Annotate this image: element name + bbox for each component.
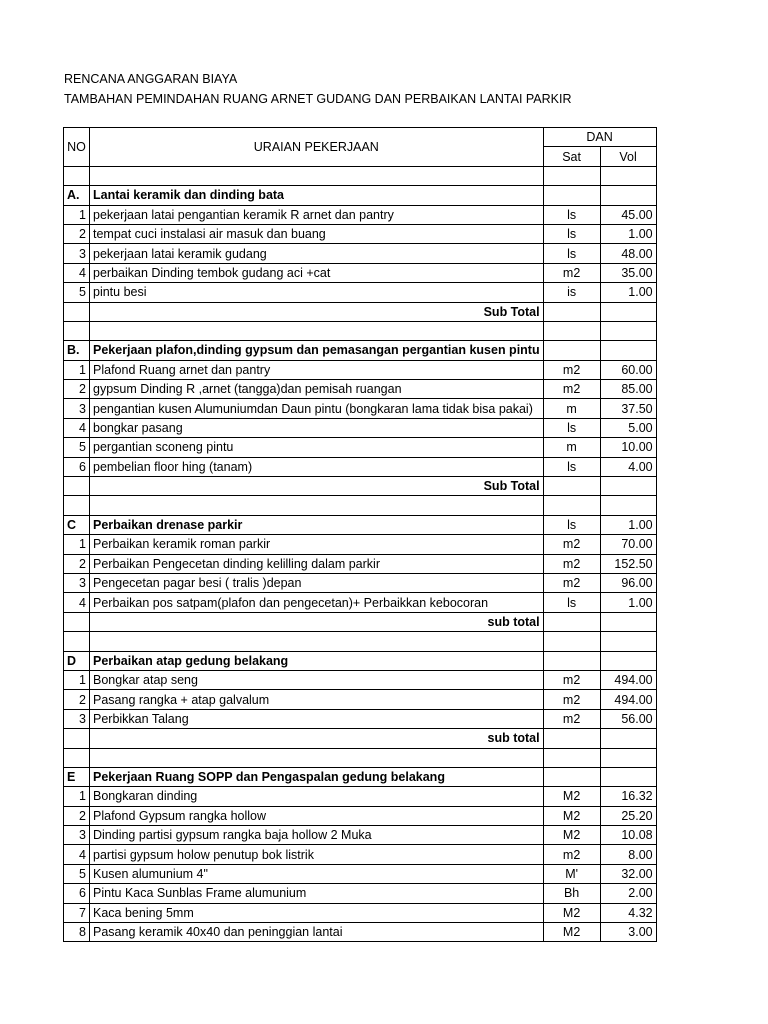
section-sat	[543, 651, 600, 670]
vol-cell	[600, 748, 656, 767]
item-no: 5	[64, 864, 90, 883]
header-uraian: URAIAN PEKERJAAN	[90, 128, 544, 167]
item-no: 7	[64, 903, 90, 922]
sat-cell	[543, 166, 600, 185]
item-volume: 45.00	[600, 205, 656, 224]
vol-cell	[600, 321, 656, 340]
item-unit: M2	[543, 903, 600, 922]
subtotal-sat	[543, 477, 600, 496]
vol-cell	[600, 166, 656, 185]
table-row	[64, 244, 657, 263]
item-description: Plafond Ruang arnet dan pantry	[90, 360, 544, 379]
item-no: 3	[64, 244, 90, 263]
item-unit: ls	[543, 244, 600, 263]
section-title: Pekerjaan plafon,dinding gypsum dan pemasangan pergantian kusen pintu	[90, 341, 544, 360]
item-unit: ls	[543, 457, 600, 476]
item-description: Plafond Gypsum rangka hollow	[90, 806, 544, 825]
table-row	[64, 884, 657, 903]
item-unit: ls	[543, 418, 600, 437]
table-row	[64, 826, 657, 845]
item-description: Pasang rangka + atap galvalum	[90, 690, 544, 709]
table-row	[64, 380, 657, 399]
item-no: 1	[64, 670, 90, 689]
section-vol	[600, 767, 656, 786]
section-vol	[600, 651, 656, 670]
item-description: gypsum Dinding R ,arnet (tangga)dan pemisah ruangan	[90, 380, 544, 399]
desc-cell	[90, 321, 544, 340]
subtotal-vol	[600, 612, 656, 631]
item-volume: 8.00	[600, 845, 656, 864]
desc-cell	[90, 496, 544, 515]
item-unit: ls	[543, 593, 600, 612]
no-cell	[64, 632, 90, 651]
sat-cell	[543, 321, 600, 340]
item-no: 4	[64, 593, 90, 612]
section-code: E	[64, 767, 90, 786]
item-unit: m2	[543, 535, 600, 554]
item-no: 8	[64, 923, 90, 942]
item-no: 1	[64, 360, 90, 379]
item-unit: is	[543, 283, 600, 302]
item-unit: m2	[543, 380, 600, 399]
item-unit: m	[543, 399, 600, 418]
spacer-row	[64, 496, 657, 515]
item-unit: M2	[543, 806, 600, 825]
table-row	[64, 690, 657, 709]
vol-cell	[600, 496, 656, 515]
table-row	[64, 438, 657, 457]
subtotal-sat	[543, 612, 600, 631]
item-volume: 25.20	[600, 806, 656, 825]
item-volume: 60.00	[600, 360, 656, 379]
desc-cell	[90, 166, 544, 185]
no-cell	[64, 321, 90, 340]
section-code: B.	[64, 341, 90, 360]
subtotal-label: Sub Total	[90, 477, 544, 496]
item-description: Pasang keramik 40x40 dan peninggian lantai	[90, 923, 544, 942]
item-description: Perbikkan Talang	[90, 709, 544, 728]
table-row	[64, 399, 657, 418]
header-sat: Sat	[543, 147, 600, 166]
subtotal-vol	[600, 729, 656, 748]
item-volume: 5.00	[600, 418, 656, 437]
item-volume: 56.00	[600, 709, 656, 728]
section-header-row	[64, 767, 657, 786]
table-row	[64, 923, 657, 942]
vol-cell	[600, 632, 656, 651]
table-row	[64, 283, 657, 302]
header-dan: DAN	[543, 128, 656, 147]
item-volume: 35.00	[600, 263, 656, 282]
item-no: 6	[64, 457, 90, 476]
item-volume: 2.00	[600, 884, 656, 903]
item-description: Pengecetan pagar besi ( tralis )depan	[90, 573, 544, 592]
item-description: Perbaikan pos satpam(plafon dan pengecetan)+ Perbaikkan kebocoran	[90, 593, 544, 612]
item-no: 1	[64, 205, 90, 224]
item-volume: 70.00	[600, 535, 656, 554]
section-sat	[543, 186, 600, 205]
item-volume: 96.00	[600, 573, 656, 592]
section-header-row	[64, 515, 657, 534]
item-description: Perbaikan keramik roman parkir	[90, 535, 544, 554]
sat-cell	[543, 496, 600, 515]
item-no: 6	[64, 884, 90, 903]
section-header-row	[64, 186, 657, 205]
item-volume: 16.32	[600, 787, 656, 806]
item-volume: 48.00	[600, 244, 656, 263]
table-row	[64, 845, 657, 864]
table-row	[64, 573, 657, 592]
sat-cell	[543, 632, 600, 651]
item-volume: 4.00	[600, 457, 656, 476]
item-description: pekerjaan latai keramik gudang	[90, 244, 544, 263]
table-row	[64, 360, 657, 379]
item-unit: m	[543, 438, 600, 457]
section-sat	[543, 767, 600, 786]
subtotal-row	[64, 612, 657, 631]
item-description: pintu besi	[90, 283, 544, 302]
item-no: 1	[64, 787, 90, 806]
subtotal-sat	[543, 729, 600, 748]
item-unit: M2	[543, 826, 600, 845]
item-volume: 494.00	[600, 690, 656, 709]
item-volume: 32.00	[600, 864, 656, 883]
table-row	[64, 787, 657, 806]
item-volume: 3.00	[600, 923, 656, 942]
item-volume: 37.50	[600, 399, 656, 418]
item-description: Kaca bening 5mm	[90, 903, 544, 922]
item-description: Perbaikan Pengecetan dinding kelilling dalam parkir	[90, 554, 544, 573]
item-no: 5	[64, 438, 90, 457]
item-no: 1	[64, 535, 90, 554]
subtotal-no	[64, 477, 90, 496]
item-description: partisi gypsum holow penutup bok listrik	[90, 845, 544, 864]
document-subtitle: TAMBAHAN PEMINDAHAN RUANG ARNET GUDANG DAN PERBAIKAN LANTAI PARKIR	[64, 92, 572, 106]
item-description: Dinding partisi gypsum rangka baja hollow 2 Muka	[90, 826, 544, 845]
item-no: 4	[64, 418, 90, 437]
item-volume: 10.08	[600, 826, 656, 845]
table-row	[64, 554, 657, 573]
item-volume: 1.00	[600, 283, 656, 302]
item-volume: 152.50	[600, 554, 656, 573]
item-unit: m2	[543, 690, 600, 709]
item-unit: M2	[543, 787, 600, 806]
item-no: 3	[64, 826, 90, 845]
section-header-row	[64, 651, 657, 670]
section-title: Pekerjaan Ruang SOPP dan Pengaspalan gedung belakang	[90, 767, 544, 786]
no-cell	[64, 166, 90, 185]
desc-cell	[90, 748, 544, 767]
table-row	[64, 903, 657, 922]
section-sat	[543, 341, 600, 360]
section-vol	[600, 341, 656, 360]
item-no: 2	[64, 224, 90, 243]
item-no: 3	[64, 573, 90, 592]
table-row	[64, 457, 657, 476]
item-unit: M2	[543, 923, 600, 942]
item-description: pekerjaan latai pengantian keramik R arnet dan pantry	[90, 205, 544, 224]
item-description: pergantian sconeng pintu	[90, 438, 544, 457]
subtotal-row	[64, 477, 657, 496]
item-no: 5	[64, 283, 90, 302]
item-description: Bongkar atap seng	[90, 670, 544, 689]
item-unit: M'	[543, 864, 600, 883]
section-code: C	[64, 515, 90, 534]
item-no: 4	[64, 263, 90, 282]
item-description: Kusen alumunium 4"	[90, 864, 544, 883]
section-code: A.	[64, 186, 90, 205]
item-description: Pintu Kaca Sunblas Frame alumunium	[90, 884, 544, 903]
item-description: pengantian kusen Alumuniumdan Daun pintu (bongkaran lama tidak bisa pakai)	[90, 399, 544, 418]
table-row	[64, 224, 657, 243]
table-row	[64, 806, 657, 825]
item-no: 2	[64, 806, 90, 825]
sat-cell	[543, 748, 600, 767]
spacer-row	[64, 321, 657, 340]
subtotal-vol	[600, 477, 656, 496]
item-unit: m2	[543, 360, 600, 379]
item-description: pembelian floor hing (tanam)	[90, 457, 544, 476]
spacer-row	[64, 166, 657, 185]
section-header-row	[64, 341, 657, 360]
item-unit: ls	[543, 224, 600, 243]
item-unit: m2	[543, 670, 600, 689]
document-title: RENCANA ANGGARAN BIAYA	[64, 72, 238, 86]
spacer-row	[64, 748, 657, 767]
spacer-row	[64, 632, 657, 651]
item-volume: 10.00	[600, 438, 656, 457]
item-unit: ls	[543, 205, 600, 224]
item-no: 2	[64, 554, 90, 573]
item-no: 3	[64, 399, 90, 418]
item-unit: m2	[543, 263, 600, 282]
item-unit: m2	[543, 573, 600, 592]
item-unit: m2	[543, 554, 600, 573]
table-row	[64, 864, 657, 883]
table-row	[64, 670, 657, 689]
item-description: Bongkaran dinding	[90, 787, 544, 806]
table-row	[64, 593, 657, 612]
table-row	[64, 709, 657, 728]
section-sat: ls	[543, 515, 600, 534]
table-row	[64, 418, 657, 437]
item-no: 3	[64, 709, 90, 728]
subtotal-vol	[600, 302, 656, 321]
subtotal-row	[64, 729, 657, 748]
item-volume: 494.00	[600, 670, 656, 689]
item-unit: m2	[543, 709, 600, 728]
item-description: perbaikan Dinding tembok gudang aci +cat	[90, 263, 544, 282]
section-vol: 1.00	[600, 515, 656, 534]
subtotal-no	[64, 302, 90, 321]
table-row	[64, 263, 657, 282]
subtotal-no	[64, 612, 90, 631]
item-description: bongkar pasang	[90, 418, 544, 437]
table-row	[64, 535, 657, 554]
desc-cell	[90, 632, 544, 651]
subtotal-label: sub total	[90, 612, 544, 631]
section-code: D	[64, 651, 90, 670]
subtotal-no	[64, 729, 90, 748]
subtotal-sat	[543, 302, 600, 321]
header-vol: Vol	[600, 147, 656, 166]
item-unit: m2	[543, 845, 600, 864]
item-no: 2	[64, 380, 90, 399]
item-no: 4	[64, 845, 90, 864]
section-title: Perbaikan drenase parkir	[90, 515, 544, 534]
subtotal-label: sub total	[90, 729, 544, 748]
section-title: Perbaikan atap gedung belakang	[90, 651, 544, 670]
section-title: Lantai keramik dan dinding bata	[90, 186, 544, 205]
budget-table	[63, 127, 657, 942]
header-no: NO	[64, 128, 90, 167]
item-unit: Bh	[543, 884, 600, 903]
item-volume: 1.00	[600, 224, 656, 243]
no-cell	[64, 496, 90, 515]
item-volume: 85.00	[600, 380, 656, 399]
table-row	[64, 205, 657, 224]
table-header-row	[64, 128, 657, 147]
no-cell	[64, 748, 90, 767]
item-description: tempat cuci instalasi air masuk dan buang	[90, 224, 544, 243]
section-vol	[600, 186, 656, 205]
item-no: 2	[64, 690, 90, 709]
subtotal-row	[64, 302, 657, 321]
item-volume: 1.00	[600, 593, 656, 612]
item-volume: 4.32	[600, 903, 656, 922]
subtotal-label: Sub Total	[90, 302, 544, 321]
